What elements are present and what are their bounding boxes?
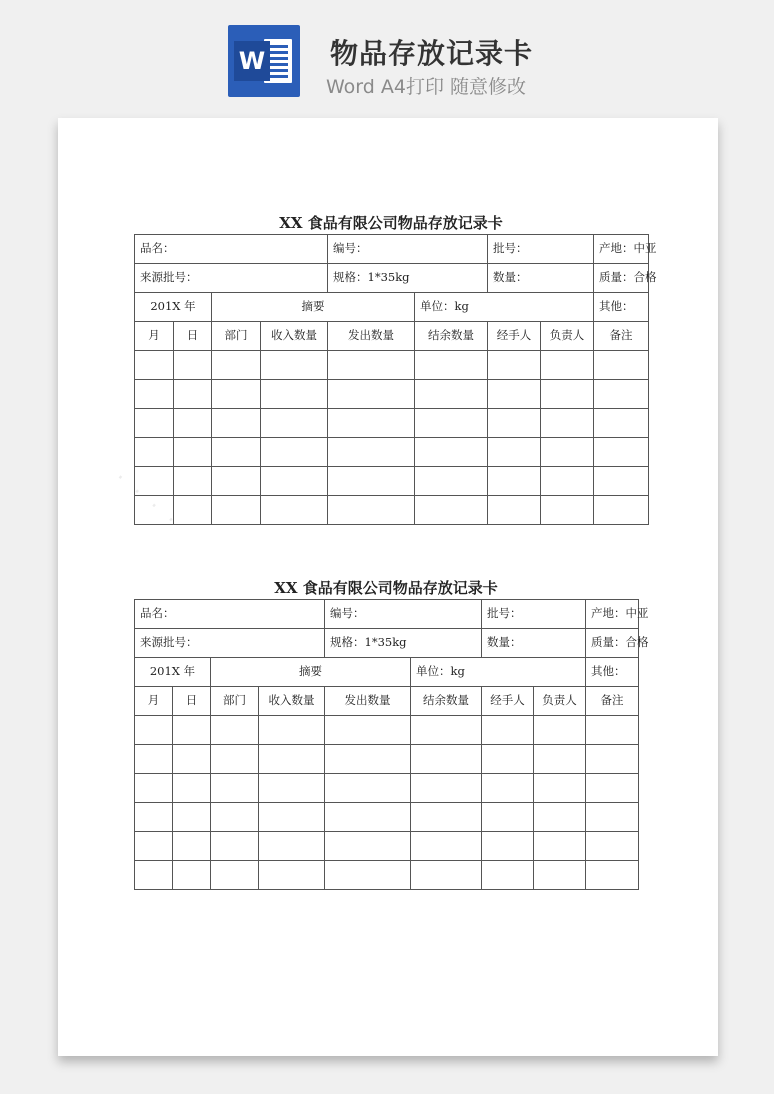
data-cell[interactable] — [211, 716, 259, 745]
data-cell[interactable] — [482, 861, 534, 890]
data-cell[interactable] — [135, 380, 174, 409]
spec-cell[interactable]: 规格：1*35kg — [328, 264, 488, 293]
column-header[interactable]: 负责人 — [534, 687, 586, 716]
watermark: · · · · — [108, 466, 184, 535]
data-cell[interactable] — [415, 380, 488, 409]
data-cell[interactable] — [411, 745, 482, 774]
data-cell[interactable] — [212, 467, 261, 496]
name-cell[interactable]: 品名： — [135, 235, 328, 264]
column-header[interactable]: 发出数量 — [325, 687, 411, 716]
column-header[interactable]: 结余数量 — [415, 322, 488, 351]
data-cell[interactable] — [482, 803, 534, 832]
data-cell[interactable] — [328, 380, 415, 409]
source-batch-cell[interactable]: 来源批号： — [135, 629, 325, 658]
table-row — [135, 774, 639, 803]
data-cell[interactable] — [586, 745, 639, 774]
data-cell[interactable] — [135, 496, 174, 525]
unit-cell[interactable]: 单位：kg — [415, 293, 594, 322]
data-cell[interactable] — [259, 716, 325, 745]
word-letter: W — [234, 41, 270, 81]
other-cell[interactable]: 其他： — [594, 293, 649, 322]
data-cell[interactable] — [174, 351, 212, 380]
data-cell[interactable] — [488, 496, 541, 525]
data-cell[interactable] — [173, 774, 211, 803]
origin-cell[interactable]: 产地：中亚 — [586, 600, 639, 629]
table-row — [135, 861, 639, 890]
column-header[interactable]: 月 — [135, 322, 174, 351]
header — [0, 0, 774, 118]
table-row — [135, 380, 649, 409]
table-row — [135, 235, 649, 264]
table-row — [135, 409, 649, 438]
summary-cell[interactable]: 摘要 — [212, 293, 415, 322]
data-cell[interactable] — [261, 380, 328, 409]
record-card-1 — [134, 212, 657, 525]
data-cell[interactable] — [534, 861, 586, 890]
data-cell[interactable] — [586, 803, 639, 832]
data-cell[interactable] — [411, 832, 482, 861]
data-cell[interactable] — [534, 832, 586, 861]
data-cell[interactable] — [594, 496, 649, 525]
data-cell[interactable] — [328, 496, 415, 525]
column-header[interactable]: 月 — [135, 687, 173, 716]
unit-cell[interactable]: 单位：kg — [411, 658, 586, 687]
record-table — [134, 234, 657, 525]
data-cell[interactable] — [212, 409, 261, 438]
table-row — [135, 322, 649, 351]
card-title: XX 食品有限公司物品存放记录卡 — [279, 214, 503, 232]
data-cell[interactable] — [482, 745, 534, 774]
data-cell[interactable] — [211, 861, 259, 890]
data-cell[interactable] — [411, 716, 482, 745]
table-row — [135, 716, 639, 745]
data-cell[interactable] — [174, 438, 212, 467]
column-header[interactable]: 结余数量 — [411, 687, 482, 716]
column-header[interactable]: 日 — [174, 322, 212, 351]
data-cell[interactable] — [174, 380, 212, 409]
header-title: 物品存放记录卡 — [330, 37, 534, 70]
data-cell[interactable] — [135, 745, 173, 774]
data-cell[interactable] — [594, 438, 649, 467]
data-cell[interactable] — [212, 380, 261, 409]
data-cell[interactable] — [488, 409, 541, 438]
quantity-cell[interactable]: 数量： — [488, 264, 594, 293]
data-cell[interactable] — [411, 774, 482, 803]
table-row — [135, 467, 649, 496]
table-row — [135, 438, 649, 467]
data-cell[interactable] — [415, 438, 488, 467]
data-cell[interactable] — [325, 745, 411, 774]
data-cell[interactable] — [541, 467, 594, 496]
data-cell[interactable] — [259, 745, 325, 774]
data-cell[interactable] — [586, 716, 639, 745]
data-cell[interactable] — [482, 774, 534, 803]
data-cell[interactable] — [211, 832, 259, 861]
word-logo-icon — [228, 25, 300, 97]
data-cell[interactable] — [541, 496, 594, 525]
data-cell[interactable] — [261, 409, 328, 438]
card-title: XX 食品有限公司物品存放记录卡 — [274, 579, 498, 597]
data-cell[interactable] — [411, 861, 482, 890]
data-cell[interactable] — [488, 351, 541, 380]
data-cell[interactable] — [534, 716, 586, 745]
data-cell[interactable] — [212, 496, 261, 525]
record-table — [134, 599, 649, 890]
data-cell[interactable] — [212, 351, 261, 380]
data-cell[interactable] — [328, 467, 415, 496]
data-cell[interactable] — [261, 351, 328, 380]
data-cell[interactable] — [135, 832, 173, 861]
data-cell[interactable] — [328, 351, 415, 380]
data-cell[interactable] — [135, 774, 173, 803]
data-cell[interactable] — [594, 380, 649, 409]
summary-cell[interactable]: 摘要 — [211, 658, 411, 687]
data-cell[interactable] — [174, 409, 212, 438]
data-cell[interactable] — [135, 467, 174, 496]
data-cell[interactable] — [135, 716, 173, 745]
table-row — [135, 496, 649, 525]
data-cell[interactable] — [174, 467, 212, 496]
data-cell[interactable] — [173, 745, 211, 774]
data-cell[interactable] — [482, 832, 534, 861]
data-cell[interactable] — [415, 467, 488, 496]
data-cell[interactable] — [488, 467, 541, 496]
column-header[interactable]: 备注 — [586, 687, 639, 716]
data-cell[interactable] — [594, 351, 649, 380]
quality-cell[interactable]: 质量：合格 — [586, 629, 639, 658]
column-header[interactable]: 负责人 — [541, 322, 594, 351]
data-cell[interactable] — [173, 803, 211, 832]
record-card-2 — [134, 577, 649, 890]
column-header[interactable]: 收入数量 — [261, 322, 328, 351]
column-header[interactable]: 部门 — [212, 322, 261, 351]
data-cell[interactable] — [325, 716, 411, 745]
data-cell[interactable] — [135, 861, 173, 890]
table-row — [135, 658, 639, 687]
year-cell[interactable]: 201X 年 — [135, 293, 212, 322]
code-cell[interactable]: 编号： — [325, 600, 482, 629]
data-cell[interactable] — [261, 467, 328, 496]
data-cell[interactable] — [325, 774, 411, 803]
name-cell[interactable]: 品名： — [135, 600, 325, 629]
data-cell[interactable] — [488, 380, 541, 409]
data-cell[interactable] — [173, 832, 211, 861]
data-cell[interactable] — [174, 496, 212, 525]
data-cell[interactable] — [534, 745, 586, 774]
data-cell[interactable] — [325, 832, 411, 861]
quantity-cell[interactable]: 数量： — [482, 629, 586, 658]
table-row — [135, 629, 639, 658]
data-cell[interactable] — [482, 716, 534, 745]
data-cell[interactable] — [325, 803, 411, 832]
data-cell[interactable] — [212, 438, 261, 467]
data-cell[interactable] — [594, 409, 649, 438]
column-header[interactable]: 收入数量 — [259, 687, 325, 716]
data-cell[interactable] — [586, 774, 639, 803]
data-cell[interactable] — [534, 774, 586, 803]
data-cell[interactable] — [488, 438, 541, 467]
data-cell[interactable] — [411, 803, 482, 832]
data-cell[interactable] — [259, 803, 325, 832]
column-header[interactable]: 经手人 — [488, 322, 541, 351]
data-cell[interactable] — [541, 351, 594, 380]
data-cell[interactable] — [328, 409, 415, 438]
table-row — [135, 687, 639, 716]
data-cell[interactable] — [135, 409, 174, 438]
data-cell[interactable] — [211, 774, 259, 803]
header-subtitle: Word A4打印 随意修改 — [326, 76, 527, 98]
column-header[interactable]: 发出数量 — [328, 322, 415, 351]
batch-cell[interactable]: 批号： — [488, 235, 594, 264]
quality-cell[interactable]: 质量：合格 — [594, 264, 649, 293]
table-row — [135, 351, 649, 380]
table-row — [135, 803, 639, 832]
column-header[interactable]: 部门 — [211, 687, 259, 716]
document-page — [58, 118, 718, 1056]
column-header[interactable]: 日 — [173, 687, 211, 716]
data-cell[interactable] — [261, 496, 328, 525]
data-cell[interactable] — [328, 438, 415, 467]
table-row — [135, 264, 649, 293]
data-cell[interactable] — [541, 438, 594, 467]
data-cell[interactable] — [415, 409, 488, 438]
data-cell[interactable] — [135, 803, 173, 832]
data-cell[interactable] — [173, 716, 211, 745]
data-cell[interactable] — [259, 832, 325, 861]
data-cell[interactable] — [586, 832, 639, 861]
data-cell[interactable] — [586, 861, 639, 890]
column-header[interactable]: 经手人 — [482, 687, 534, 716]
year-cell[interactable]: 201X 年 — [135, 658, 211, 687]
code-cell[interactable]: 编号： — [328, 235, 488, 264]
data-cell[interactable] — [259, 861, 325, 890]
data-cell[interactable] — [415, 496, 488, 525]
data-cell[interactable] — [541, 409, 594, 438]
table-row — [135, 832, 639, 861]
data-cell[interactable] — [135, 438, 174, 467]
data-cell[interactable] — [534, 803, 586, 832]
data-cell[interactable] — [211, 803, 259, 832]
batch-cell[interactable]: 批号： — [482, 600, 586, 629]
data-cell[interactable] — [541, 380, 594, 409]
other-cell[interactable]: 其他： — [586, 658, 639, 687]
data-cell[interactable] — [325, 861, 411, 890]
column-header[interactable]: 备注 — [594, 322, 649, 351]
data-cell[interactable] — [173, 861, 211, 890]
data-cell[interactable] — [135, 351, 174, 380]
table-row — [135, 293, 649, 322]
spec-cell[interactable]: 规格：1*35kg — [325, 629, 482, 658]
data-cell[interactable] — [259, 774, 325, 803]
table-row — [135, 745, 639, 774]
data-cell[interactable] — [261, 438, 328, 467]
data-cell[interactable] — [594, 467, 649, 496]
table-row — [135, 600, 639, 629]
source-batch-cell[interactable]: 来源批号： — [135, 264, 328, 293]
data-cell[interactable] — [211, 745, 259, 774]
data-cell[interactable] — [415, 351, 488, 380]
origin-cell[interactable]: 产地：中亚 — [594, 235, 649, 264]
